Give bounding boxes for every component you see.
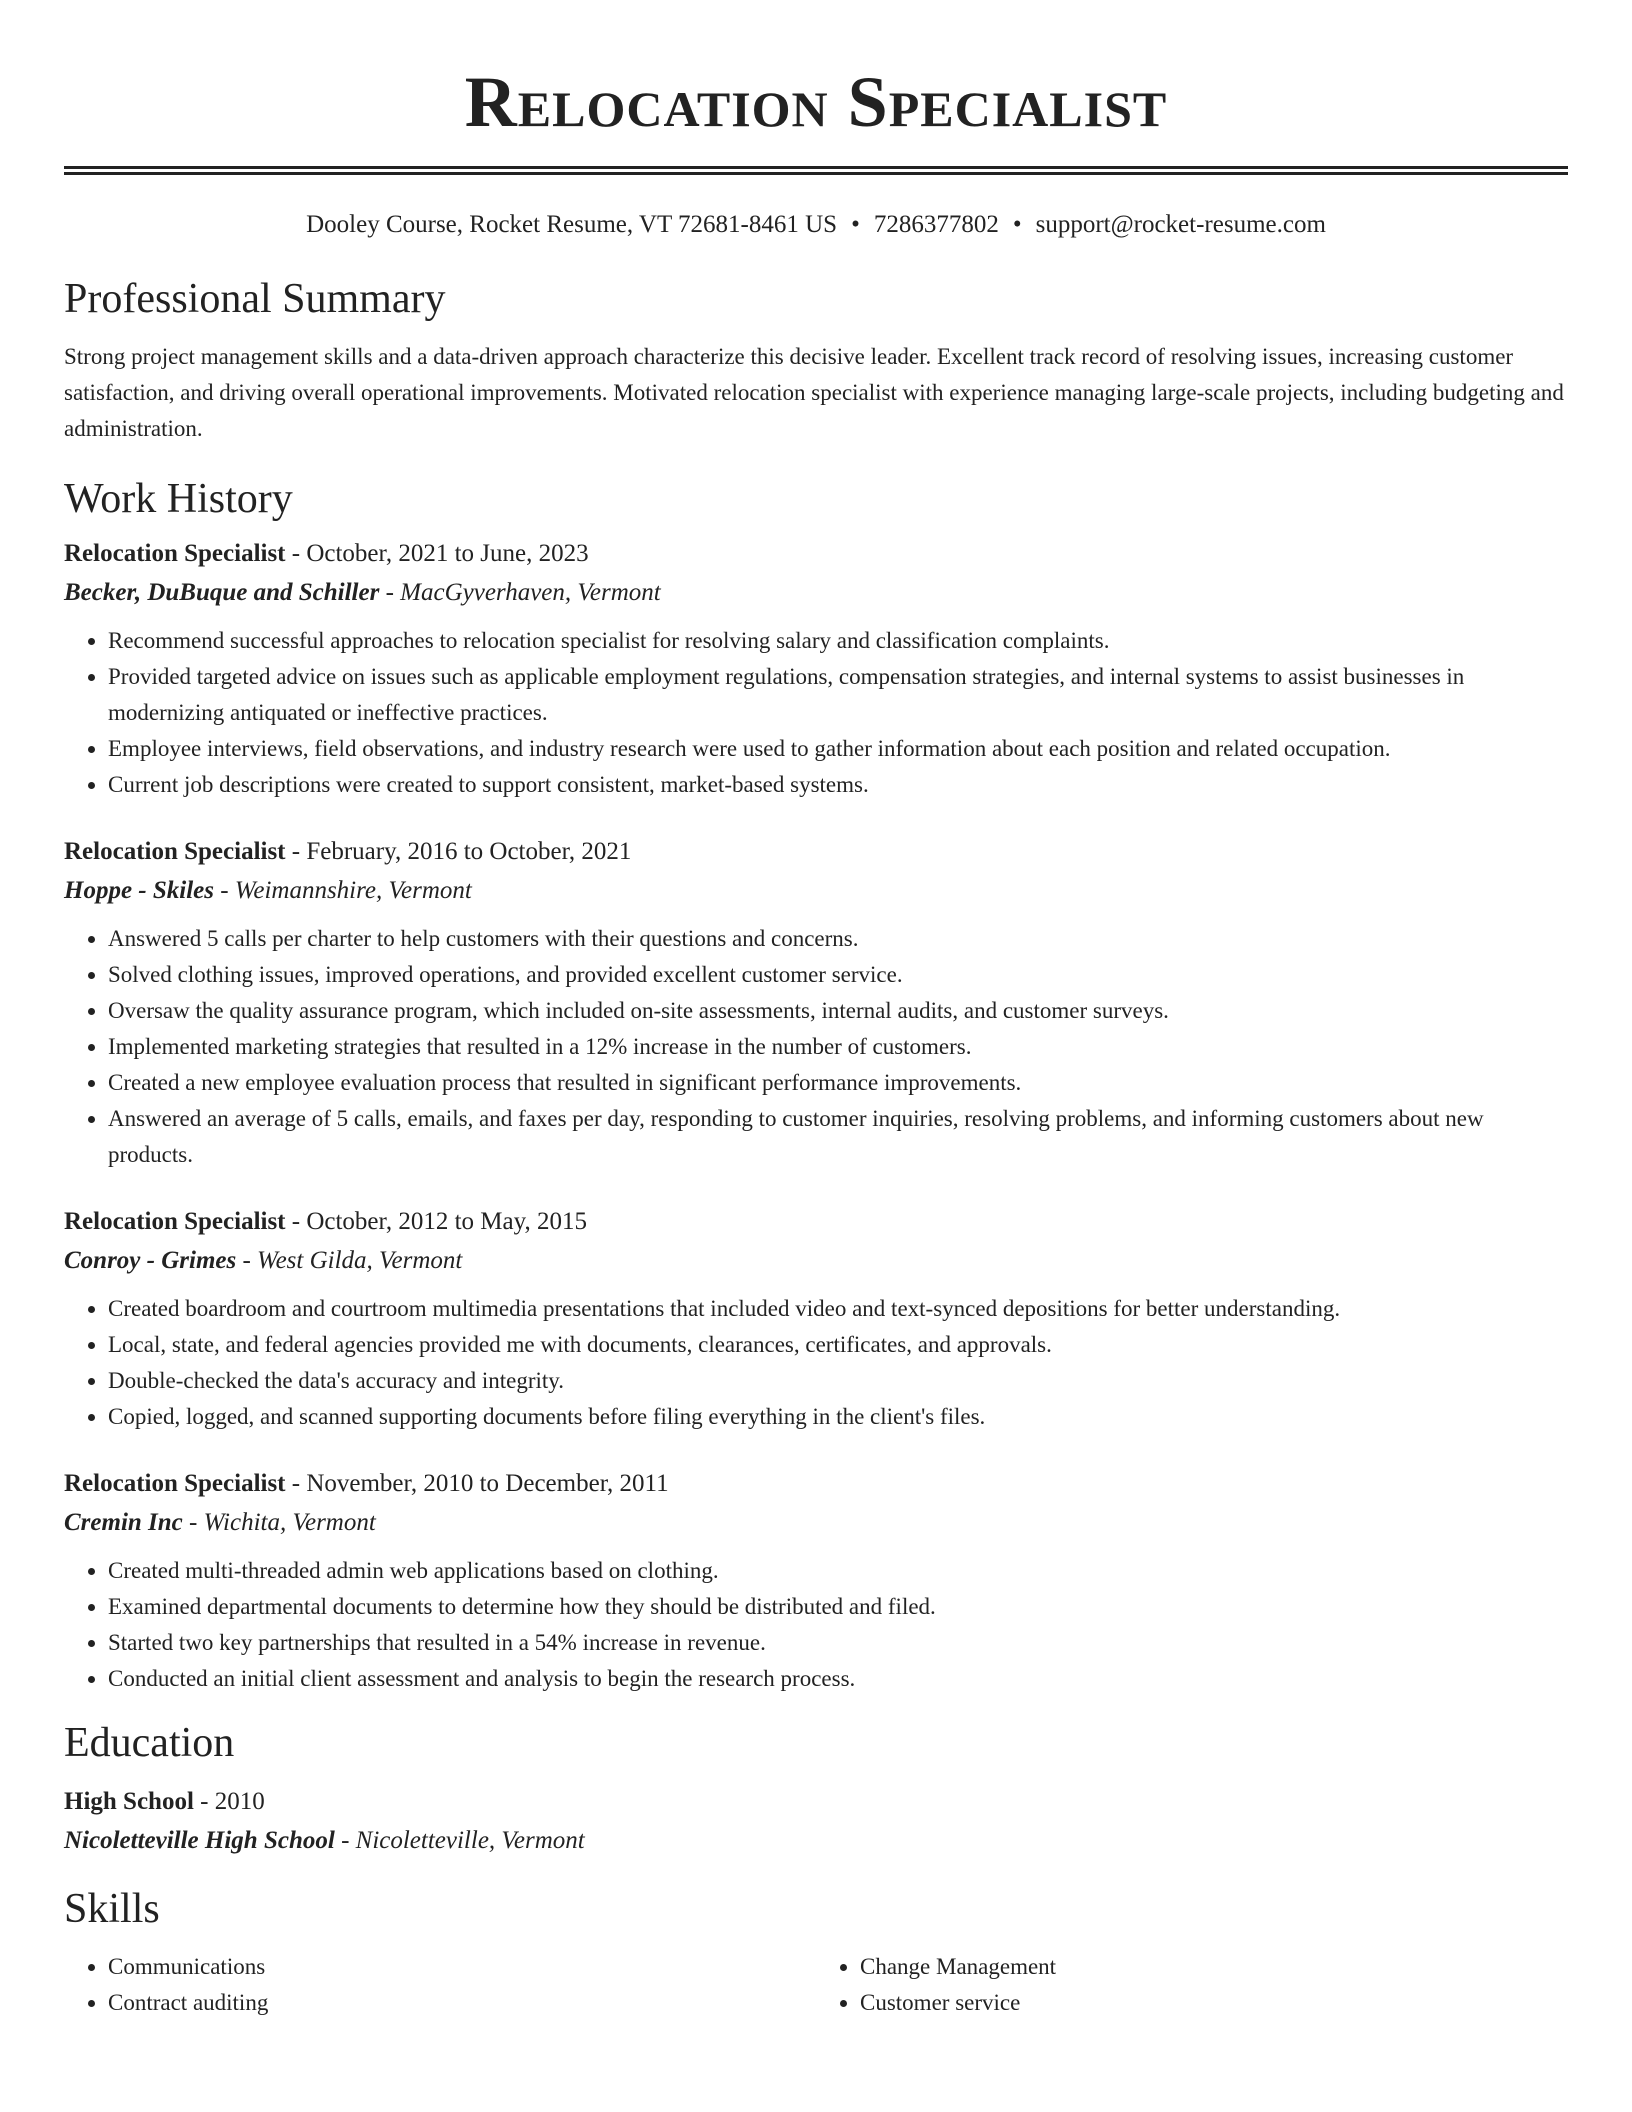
- job-bullet: • Employee interviews, field observations, and industry research were used to gather information about each position and related occupation.: [108, 731, 1568, 767]
- skills-heading: Skills: [64, 1886, 160, 1932]
- skills-column-left: [64, 1949, 816, 2021]
- job-company: Conroy - Grimes: [64, 1247, 237, 1274]
- summary-text: Strong project management skills and a data-driven approach characterize this decisive leader. Excellent track record of resolving issues, increasing customer satisfaction, and driving overall operational improvements. Motivated relocation specialist with experience managing large-scale projects, including budgeting and administration.: [64, 344, 1564, 441]
- job-title-line: [64, 1203, 1568, 1241]
- job-dates: - February, 2016 to October, 2021: [285, 838, 632, 865]
- job-title-line: [64, 833, 1568, 871]
- job-company-line: [64, 871, 1568, 911]
- job-bullet: • Examined departmental documents to determine how they should be distributed and filed.: [108, 1589, 1568, 1625]
- job-bullet: • Answered 5 calls per charter to help customers with their questions and concerns.: [108, 921, 1568, 957]
- job-location: - West Gilda, Vermont: [236, 1247, 463, 1274]
- skill-item: • Contract auditing: [108, 1985, 816, 2021]
- job-company-line: [64, 1503, 1568, 1543]
- job-bullets: [64, 921, 1568, 1173]
- job-dates: - October, 2021 to June, 2023: [285, 540, 589, 567]
- job-bullet: • Recommend successful approaches to relocation specialist for resolving salary and classification complaints.: [108, 623, 1568, 659]
- skill-item: • Customer service: [860, 1985, 1568, 2021]
- education-school: Nicoletteville High School: [64, 1827, 335, 1854]
- job-bullet: • Double-checked the data's accuracy and integrity.: [108, 1363, 1568, 1399]
- education-heading: Education: [64, 1720, 235, 1766]
- job-location: - Wichita, Vermont: [182, 1509, 376, 1536]
- contact-separator: •: [851, 211, 860, 238]
- education-location: - Nicoletteville, Vermont: [334, 1827, 585, 1854]
- education-entry: [64, 1783, 1568, 1861]
- job-location: - MacGyverhaven, Vermont: [379, 579, 661, 606]
- job-bullets: [64, 1553, 1568, 1697]
- job-bullet: • Created a new employee evaluation process that resulted in significant performance improvements.: [108, 1065, 1568, 1101]
- job-bullet: • Oversaw the quality assurance program, which included on-site assessments, internal audits, and customer surveys.: [108, 993, 1568, 1029]
- job-dates: - November, 2010 to December, 2011: [285, 1470, 669, 1497]
- job-role: Relocation Specialist: [64, 1208, 286, 1235]
- job-entry: [64, 833, 1568, 1173]
- work-history-heading: Work History: [64, 476, 293, 522]
- job-entry: [64, 535, 1568, 803]
- skills-list: [64, 1949, 1568, 2021]
- education-school-line: [64, 1821, 1568, 1861]
- job-dates: - October, 2012 to May, 2015: [285, 1208, 588, 1235]
- job-bullet: • Conducted an initial client assessment and analysis to begin the research process.: [108, 1661, 1568, 1697]
- job-role: Relocation Specialist: [64, 540, 286, 567]
- skill-item: • Change Management: [860, 1949, 1568, 1985]
- page-title: Relocation Specialist: [464, 62, 1168, 142]
- job-company-line: [64, 573, 1568, 613]
- job-bullet: • Provided targeted advice on issues such as applicable employment regulations, compensation strategies, and internal systems to assist businesses in modernizing antiquated or ineffective practices.: [108, 659, 1568, 731]
- contact-line: [64, 209, 1568, 241]
- job-company: Cremin Inc: [64, 1509, 183, 1536]
- job-role: Relocation Specialist: [64, 838, 286, 865]
- job-title-line: [64, 535, 1568, 573]
- education-degree-line: [64, 1783, 1568, 1821]
- job-entry: [64, 1465, 1568, 1697]
- job-bullets: [64, 1291, 1568, 1435]
- education-year: - 2010: [193, 1788, 265, 1815]
- job-bullet: • Answered an average of 5 calls, emails, and faxes per day, responding to customer inquiries, resolving problems, and informing customers about new products.: [108, 1101, 1568, 1173]
- job-bullets: [64, 623, 1568, 803]
- job-bullet: • Implemented marketing strategies that resulted in a 12% increase in the number of customers.: [108, 1029, 1568, 1065]
- job-bullet: • Started two key partnerships that resulted in a 54% increase in revenue.: [108, 1625, 1568, 1661]
- education-degree: High School: [64, 1788, 194, 1815]
- skill-item: • Communications: [108, 1949, 816, 1985]
- contact-address: Dooley Course, Rocket Resume, VT 72681-8461 US: [306, 211, 838, 238]
- job-bullet: • Current job descriptions were created to support consistent, market-based systems.: [108, 767, 1568, 803]
- contact-separator: •: [1012, 211, 1022, 238]
- job-role: Relocation Specialist: [64, 1470, 286, 1497]
- job-company: Hoppe - Skiles: [64, 877, 214, 904]
- job-title-line: [64, 1465, 1568, 1503]
- contact-phone: 7286377802: [873, 211, 999, 238]
- job-company-line: [64, 1241, 1568, 1281]
- job-bullet: • Created multi-threaded admin web applications based on clothing.: [108, 1553, 1568, 1589]
- title-divider: [64, 166, 1568, 175]
- job-entry: [64, 1203, 1568, 1435]
- summary-heading: Professional Summary: [64, 276, 446, 322]
- job-bullet: • Local, state, and federal agencies provided me with documents, clearances, certificates, and approvals.: [108, 1327, 1568, 1363]
- job-location: - Weimannshire, Vermont: [214, 877, 472, 904]
- job-company: Becker, DuBuque and Schiller: [64, 579, 380, 606]
- skills-column-right: [816, 1949, 1568, 2021]
- job-bullet: • Solved clothing issues, improved operations, and provided excellent customer service.: [108, 957, 1568, 993]
- contact-email: support@rocket-resume.com: [1035, 211, 1326, 238]
- job-bullet: • Copied, logged, and scanned supporting documents before filing everything in the client's files.: [108, 1399, 1568, 1435]
- job-bullet: • Created boardroom and courtroom multimedia presentations that included video and text-synced depositions for better understanding.: [108, 1291, 1568, 1327]
